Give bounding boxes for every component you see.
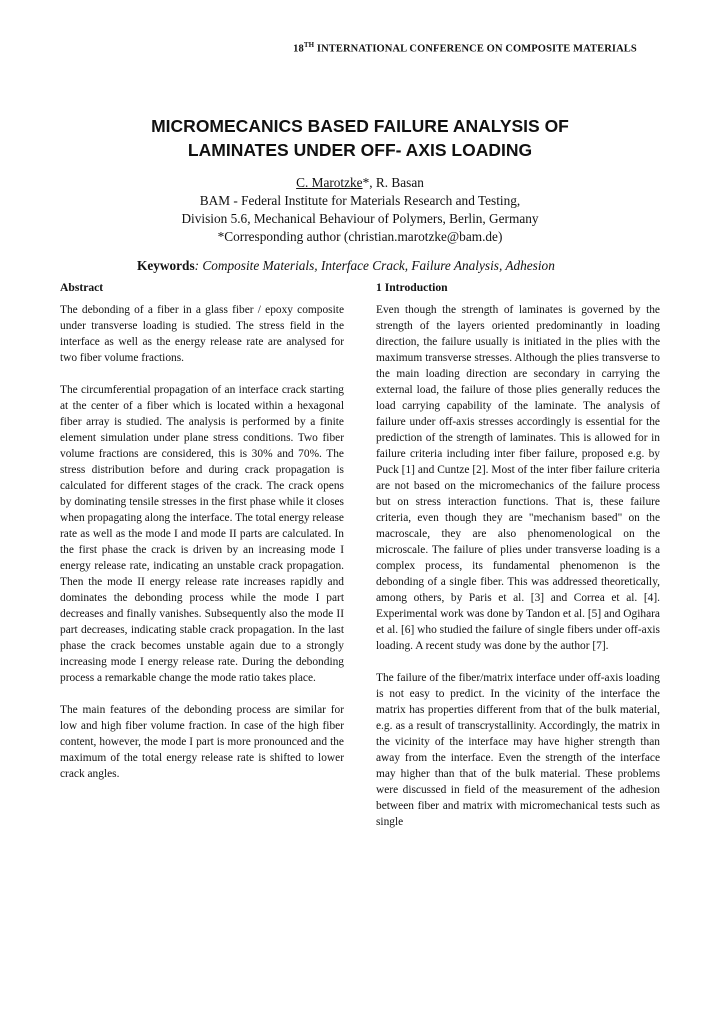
introduction-paragraph-1: Even though the strength of laminates is governed by the strength of the layers oriented predominantly in loading direction, the failure usually is initiated in the plies with the maximum transverse stresses. Although the plies transverse to the main loading direction are secondary in carrying the external load, the failure of those plies generally reduces the load carrying capability of the laminate. The analysis of failure under off-axis stresses accordingly is essential for the prediction of the strength of laminates. This is allowed for in failure criteria including inter fiber failure, proposed e.g. by Puck [1] and Cuntze [2]. Most of the inter fiber failure criteria are not based on the micromechanics of the failure process but on stress interaction functions. That is, these failure criteria, even though they are "mechanism based" on the macroscale, they are also phenomenological on the microscale. The failure of plies under transverse loading is a complex process, its fundamental phenomenon is the debonding of a single fiber. This was addressed theoretically, among others, by Paris et al. [3] and Correa et al. [4]. Experimental work was done by Tandon et al. [5] and Ogihara et al. [6] who studied the failure of single fibers under off-axis loading. A recent study was done by the author [7]. — [376, 304, 660, 652]
abstract-paragraph-1: The debonding of a fiber in a glass fiber / epoxy composite under transverse loading is studied. The stress field in the interface as well as the energy release rate are analysed for two fiber volume fractions. — [60, 304, 344, 364]
co-authors: *, R. Basan — [362, 175, 424, 190]
title-line-2: LAMINATES UNDER OFF- AXIS LOADING — [187, 140, 533, 160]
conference-name: INTERNATIONAL CONFERENCE ON COMPOSITE MATERIALS — [316, 43, 637, 55]
conference-superscript: TH — [303, 41, 315, 49]
keywords-line — [137, 258, 697, 274]
abstract-column — [60, 280, 344, 798]
keywords-separator: : — [194, 258, 203, 273]
introduction-heading: 1 Introduction — [376, 281, 448, 294]
keywords-text: Composite Materials, Interface Crack, Failure Analysis, Adhesion — [202, 258, 555, 273]
abstract-paragraph-2: The circumferential propagation of an interface crack starting at the center of a fiber which is located within a hexagonal fiber array is studied. The analysis is performed by a finite element simulation under plane stress conditions. Two fiber volume fractions are considered, this is 30% and 70%. The stress distribution before and during crack propagation is calculated for different stages of the crack. The crack opens by dominating tensile stresses in the first phase while it closes when propagating along the interface. The total energy release rate as well as the mode I and mode II parts are calculated. In the first phase the crack is driven by an increasing mode I energy release rate, indicating an unstable crack propagation. Then the mode II energy release rate increases rapidly and dominates the debonding process while the mode I part decreases and finally vanishes. Subsequently also the mode II part decreases, indicating stable crack propagation. In the last phase the crack becomes unstable again due to a strongly increasing mode I energy release rate. During the debonding process a remarkable change the mode ratio takes place. — [60, 384, 344, 684]
conference-number: 18 — [293, 43, 304, 55]
affiliation-line-1: BAM - Federal Institute for Materials Research and Testing, — [199, 193, 521, 208]
title-line-1: MICROMECANICS BASED FAILURE ANALYSIS OF — [151, 116, 569, 136]
affiliation-line-2: Division 5.6, Mechanical Behaviour of Polymers, Berlin, Germany — [181, 211, 539, 226]
introduction-column — [376, 280, 660, 846]
corresponding-author: *Corresponding author (christian.marotzke@bam.de) — [217, 229, 503, 244]
paper-title — [60, 114, 660, 162]
abstract-paragraph-3: The main features of the debonding process are similar for low and high fiber volume fraction. In case of the high fiber content, however, the mode I part is more pronounced and the maximum of the total energy release rate is shifted to lower crack angles. — [60, 704, 344, 780]
keywords-label: Keywords — [137, 258, 195, 273]
introduction-paragraph-2: The failure of the fiber/matrix interface under off-axis loading is not easy to predict. In the vicinity of the interface the matrix has properties different from that of the bulk material, e.g. as a result of transcrystallinity. Accordingly, the matrix in the vicinity of the interface may have higher strength than away from the interface. Even the strength of the interface may higher than that of the bulk material. These problems were discussed in field of the measurement of the adhesion between fiber and matrix with micromechanical tests such as single — [376, 672, 660, 828]
abstract-heading: Abstract — [60, 281, 104, 294]
author-line — [60, 174, 660, 192]
author-block — [60, 174, 660, 246]
conference-header — [250, 41, 680, 55]
first-author: C. Marotzke — [296, 175, 363, 190]
